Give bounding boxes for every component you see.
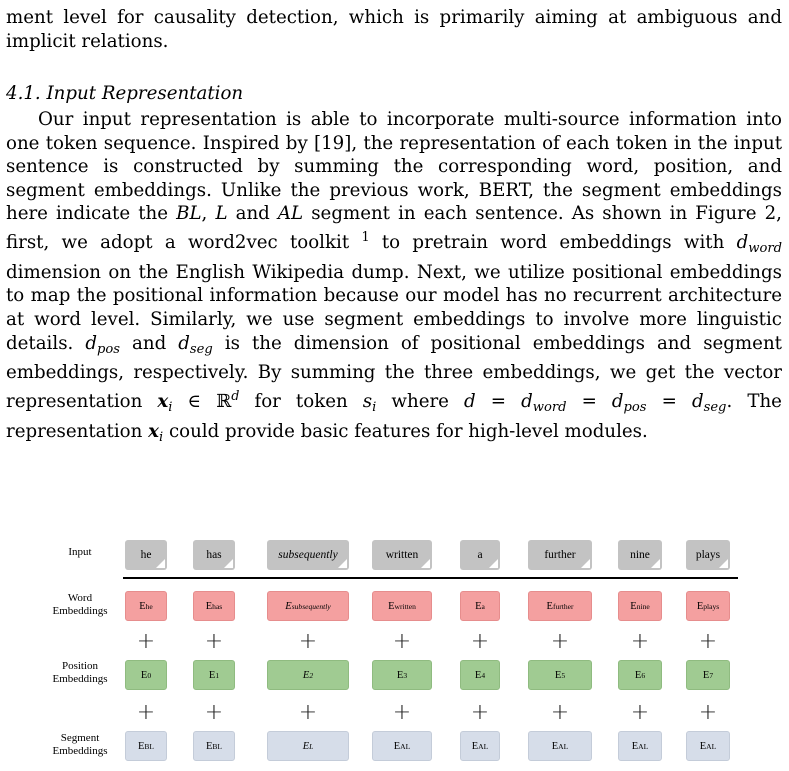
plus-sign-1-6: +: [630, 629, 650, 654]
position-embedding-1: E 1: [193, 660, 235, 690]
section-heading: 4.1. Input Representation: [6, 83, 244, 104]
word-embedding-2: E subsequently: [267, 591, 349, 621]
plus-sign-1-0: +: [136, 629, 156, 654]
segment-embedding-2: E L: [267, 731, 349, 761]
row-label-word: Word Embeddings: [52, 592, 108, 617]
embedding-figure: [0, 528, 789, 771]
plus-sign-2-3: +: [392, 700, 412, 725]
plus-sign-2-2: +: [298, 700, 318, 725]
plus-sign-2-5: +: [550, 700, 570, 725]
segment-embedding-0: E BL: [125, 731, 167, 761]
word-embedding-7: E plays: [686, 591, 730, 621]
paragraph-continuation: ment level for causality detection, which is primarily aiming at ambiguous and implicit relations.: [6, 7, 782, 52]
input-token-3: written: [372, 540, 432, 570]
input-token-2: subsequently: [267, 540, 349, 570]
plus-sign-1-5: +: [550, 629, 570, 654]
section-paragraph: Our input representation is able to incorporate multi-source information into one token sequence. Inspired by [19], the representation of each token in the input sentence is constructed by summing the corresponding word, position, and segment embeddings. Unlike the previous work, BERT, the segment embeddings here indicate the BL, L and AL segment in each sentence. As shown in Figure 2, first, we adopt a word2vec toolkit $^1$ to pretrain word embeddings with $d_{word}$ dimension on the English Wikipedia dump. Next, we utilize positional embeddings to map the positional information because our model has no recurrent architecture at word level. Similarly, we use segment embeddings to involve more linguistic details. $d_{pos}$ and $d_{seg}$ is the dimension of positional embeddings and segment embeddings, respectively. By summing the three embeddings, we get the vector representation $x_i$ ∈ ℝ$^d$ for token $s_i$ where $d = d_{word} = d_{pos} = d_{seg}$. The representation $x_i$ could provide basic features for high-level modules.: [6, 109, 782, 445]
segment-embedding-5: E AL: [528, 731, 592, 761]
word-embedding-3: E written: [372, 591, 432, 621]
word-embedding-4: E a: [460, 591, 500, 621]
segment-embedding-7: E AL: [686, 731, 730, 761]
plus-sign-1-7: +: [698, 629, 718, 654]
input-token-6: nine: [618, 540, 662, 570]
position-embedding-6: E 6: [618, 660, 662, 690]
plus-sign-1-2: +: [298, 629, 318, 654]
word-embedding-0: E he: [125, 591, 167, 621]
plus-sign-2-6: +: [630, 700, 650, 725]
word-embedding-6: E nine: [618, 591, 662, 621]
input-token-1: has: [193, 540, 235, 570]
input-token-4: a: [460, 540, 500, 570]
plus-sign-2-1: +: [204, 700, 224, 725]
word-embedding-1: E has: [193, 591, 235, 621]
position-embedding-2: E 2: [267, 660, 349, 690]
segment-embedding-4: E AL: [460, 731, 500, 761]
plus-sign-1-3: +: [392, 629, 412, 654]
position-embedding-7: E 7: [686, 660, 730, 690]
row-label-position: Position Embeddings: [52, 660, 108, 685]
row-label-segment: Segment Embeddings: [52, 732, 108, 757]
plus-sign-1-4: +: [470, 629, 490, 654]
position-embedding-5: E 5: [528, 660, 592, 690]
plus-sign-2-4: +: [470, 700, 490, 725]
row-label-input: Input: [68, 546, 92, 558]
input-token-7: plays: [686, 540, 730, 570]
position-embedding-3: E 3: [372, 660, 432, 690]
segment-embedding-1: E BL: [193, 731, 235, 761]
position-embedding-0: E 0: [125, 660, 167, 690]
segment-embedding-3: E AL: [372, 731, 432, 761]
figure-divider: [123, 577, 738, 579]
plus-sign-1-1: +: [204, 629, 224, 654]
input-token-5: further: [528, 540, 592, 570]
plus-sign-2-0: +: [136, 700, 156, 725]
input-token-0: he: [125, 540, 167, 570]
segment-embedding-6: E AL: [618, 731, 662, 761]
position-embedding-4: E 4: [460, 660, 500, 690]
word-embedding-5: E further: [528, 591, 592, 621]
plus-sign-2-7: +: [698, 700, 718, 725]
